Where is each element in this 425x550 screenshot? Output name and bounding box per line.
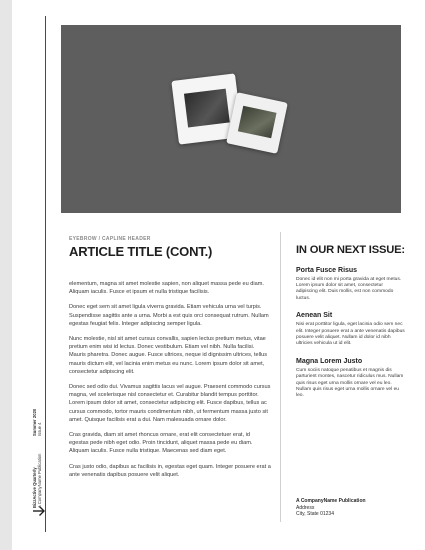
next-issue-item — [296, 267, 406, 303]
spine-issue-number: Issue 4 — [37, 422, 42, 436]
article-paragraph: Cras justo odio, dapibus ac facilisis in, egestas eget quam. Integer posuere erat a ante venenatis dapibus posuere velit aliquet. — [69, 463, 271, 478]
hero-photo — [61, 25, 401, 213]
article-paragraph: elementum, magna sit amet molestie sapien, non aliquet massa pede eu diam. Aliquam iaculis. Fusce et ipsum et nulla tristique facilisis. — [69, 281, 264, 296]
spine-publication-name: BizzActive Quarterly — [32, 467, 37, 508]
next-issue-item — [296, 358, 406, 400]
article-paragraph: Donec sed odio dui. Vivamus sagittis lacus vel augue. Praesent commodo cursus magna, vel scelerisque nisl consectetur et. Curabitur blandit tempus porttitor. Lorem ipsum dolor sit amet, consectetur adipiscing elit. Fusce dapibus, tellus ac cursus commodo, tortor mauris condimentum nibh, ut fermentum massa justo sit amet. Quisque facilisis erat a dui. Nam malesuada ornare dolor. — [69, 384, 271, 423]
publisher-address-line: Address — [296, 504, 315, 511]
left-margin-strip — [0, 0, 12, 550]
article-paragraph: Nunc molestie, nisl sit amet cursus convallis, sapien lectus pretium metus, vitae pretium enim wisi id lectus. Donec vestibulum. Etiam vel nibh. Nulla facilisi. Mauris pharetra. Donec augue. Fusce ultrices, neque id dignissim ultrices, tellus mauris dictum elit, vel lacinia enim metus eu nunc. Lorem ipsum dolor sit amet, consectetur adipiscing elit. — [69, 336, 268, 375]
publisher-city-line: City, State 01234 — [296, 511, 334, 518]
spine-issue-season: Summer 2020 — [32, 408, 37, 436]
next-page-arrow-icon[interactable] — [32, 504, 46, 518]
next-issue-item-title: Porta Fusce Risus — [296, 266, 358, 274]
article-paragraph: Cras gravida, diam sit amet rhoncus ornare, erat elit consectetuer erat, id egestas pede nibh eget odio. Proin tincidunt, aliquet massa pede eu diam. Aliquam iaculis. Fusce nulla tristique. Maecenas sed diam eget. — [69, 432, 253, 455]
next-issue-heading: IN OUR NEXT ISSUE: — [296, 244, 405, 256]
spine-publication-tagline: A CompanyName Publication — [37, 453, 42, 508]
next-issue-item — [296, 312, 406, 348]
spine-rule — [45, 16, 46, 532]
photo-slide-back — [226, 92, 288, 154]
next-issue-sidebar — [296, 244, 406, 402]
publisher-name: A CompanyName Publication — [296, 498, 366, 504]
spine-issue — [32, 396, 44, 436]
column-divider — [280, 232, 281, 522]
next-issue-item-text: Cum sociis natoque penatibus et magnis dis parturient montes, nascetur ridiculus mus. Nullam quis risus eget urna mollis ornare vel eu leo. Nullam quis risus eget urna mollis ornare vel eu leo. — [296, 367, 404, 399]
article-title: ARTICLE TITLE (CONT.) — [69, 244, 213, 259]
next-issue-item-text: Donec id elit non mi porta gravida at eget metus. Lorem ipsum dolor sit amet, consectetur adipiscing elit. Duis mollis, est non commodo luctus. — [296, 276, 402, 301]
spine — [32, 16, 48, 532]
article-paragraph: Donec eget sem sit amet ligula viverra gravida. Etiam vehicula urna vel turpis. Suspendisse sagittis ante a urna. Morbi a est quis orci consequat rutrum. Nullam egestas feugiat felis. Integer adipiscing semper ligula. — [69, 304, 269, 327]
next-issue-item-title: Magna Lorem Justo — [296, 357, 363, 365]
next-issue-item-text: Nisi erat porttitor ligula, eget lacinia odio sem nec elit. Integer posuere erat a ante venenatis dapibus posuere velit aliquet. Nullam id dolor id nibh ultricies vehicula ut id elit. — [296, 322, 405, 347]
article-eyebrow: EYEBROW / CAPLINE HEADER — [69, 236, 151, 242]
article-body — [69, 280, 271, 486]
next-issue-item-title: Aenean Sit — [296, 312, 333, 320]
spine-publication — [32, 448, 44, 508]
publisher-info — [296, 498, 406, 518]
